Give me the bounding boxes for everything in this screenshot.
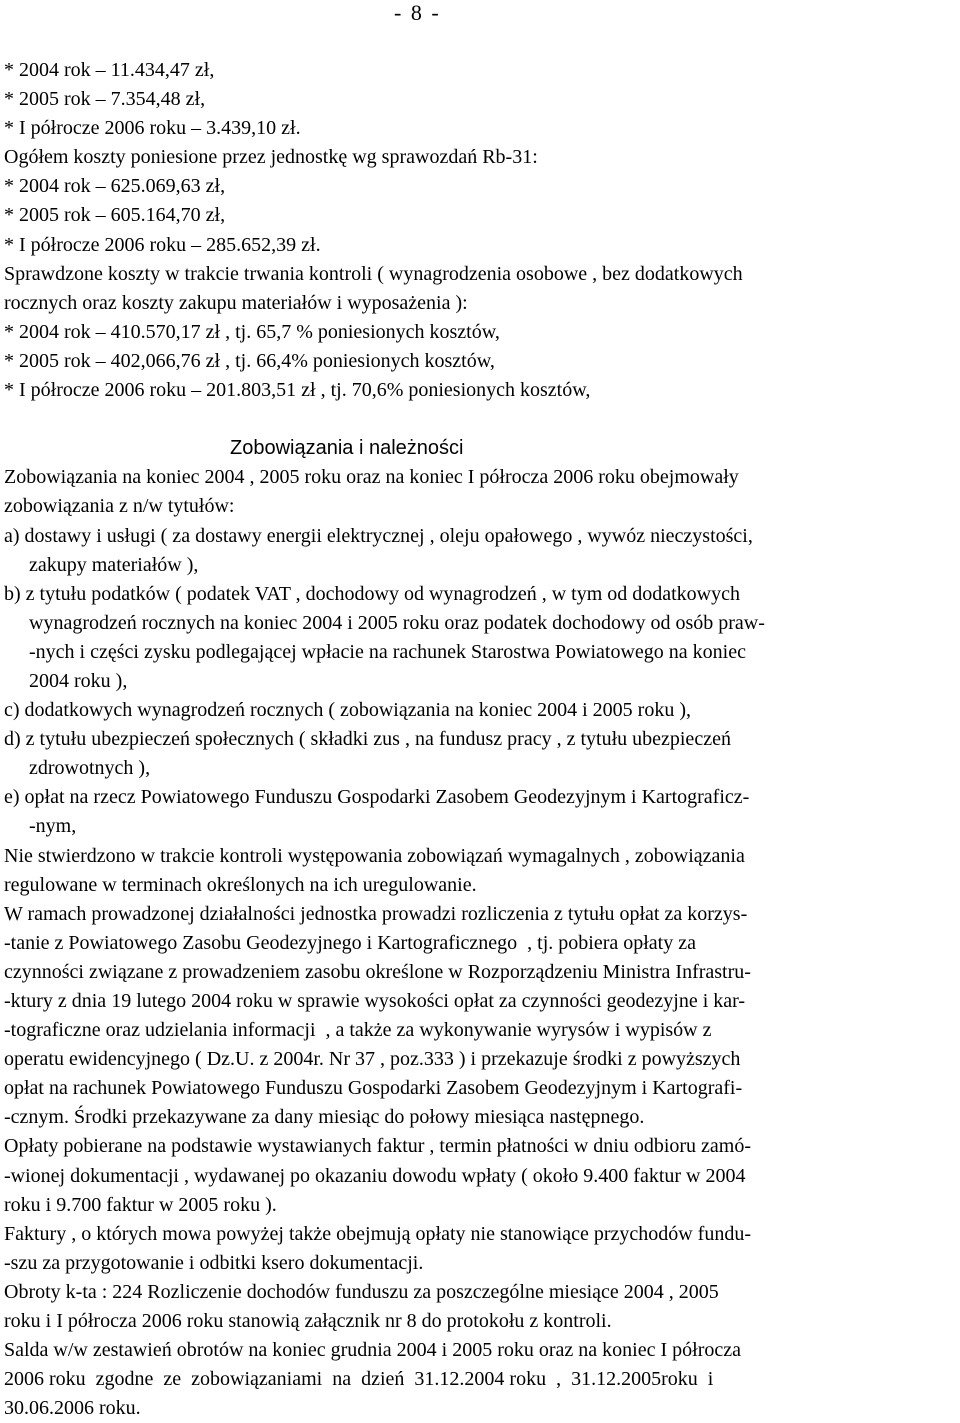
text-line: b) z tytułu podatków ( podatek VAT , dochodowy od wynagrodzeń , w tym od dodatkowych	[4, 582, 741, 605]
text-line: zakupy materiałów ),	[29, 553, 199, 576]
text-line: * 2005 rok – 605.164,70 zł,	[4, 204, 226, 227]
text-line: -wionej dokumentacji , wydawanej po okazaniu dowodu wpłaty ( około 9.400 faktur w 2004	[4, 1164, 746, 1187]
text-line: Ogółem koszty poniesione przez jednostkę wg sprawozdań Rb-31:	[4, 146, 538, 169]
text-line: -szu za przygotowanie i odbitki ksero dokumentacji.	[4, 1251, 424, 1274]
document-body	[4, 56, 960, 1423]
text-line: czynności związane z prowadzeniem zasobu określone w Rozporządzeniu Ministra Infrastru-	[4, 960, 751, 983]
text-line: 2004 roku ),	[29, 669, 128, 692]
page-number: - 8 -	[394, 0, 441, 25]
text-line: * 2004 rok – 410.570,17 zł , tj. 65,7 % poniesionych kosztów,	[4, 320, 500, 343]
text-line: roku i 9.700 faktur w 2005 roku ).	[4, 1193, 277, 1216]
text-line: -nym,	[29, 815, 77, 838]
text-line: * I półrocze 2006 roku – 201.803,51 zł , tj. 70,6% poniesionych kosztów,	[4, 379, 591, 402]
text-line: roku i I półrocza 2006 roku stanowią załącznik nr 8 do protokołu z kontroli.	[4, 1310, 612, 1333]
text-line: zobowiązania z n/w tytułów:	[4, 495, 235, 518]
liabilities-section	[4, 463, 960, 1423]
text-line: -nych i części zysku podlegającej wpłacie na rachunek Starostwa Powiatowego na koniec	[29, 640, 746, 663]
text-line: 2006 roku zgodne ze zobowiązaniami na dzień 31.12.2004 roku , 31.12.2005roku i	[4, 1368, 714, 1391]
text-line: Zobowiązania na koniec 2004 , 2005 roku oraz na koniec I półrocza 2006 roku obejmowały	[4, 466, 739, 489]
text-line: * 2004 rok – 11.434,47 zł,	[4, 59, 215, 81]
text-line: rocznych oraz koszty zakupu materiałów i wyposażenia ):	[4, 291, 468, 314]
text-line: * 2004 rok – 625.069,63 zł,	[4, 175, 226, 198]
cost-summary-section	[4, 56, 960, 405]
text-line: * I półrocze 2006 roku – 3.439,10 zł.	[4, 117, 301, 140]
section-heading: Zobowiązania i należności	[230, 437, 464, 460]
text-line: Obroty k-ta : 224 Rozliczenie dochodów funduszu za poszczególne miesiące 2004 , 2005	[4, 1280, 719, 1303]
text-line: Opłaty pobierane na podstawie wystawianych faktur , termin płatności w dniu odbioru zamó-	[4, 1135, 752, 1158]
text-line: c) dodatkowych wynagrodzeń rocznych ( zobowiązania na koniec 2004 i 2005 roku ),	[4, 699, 691, 722]
text-line: * I półrocze 2006 roku – 285.652,39 zł.	[4, 233, 321, 256]
text-line: Faktury , o których mowa powyżej także obejmują opłaty nie stanowiące przychodów fundu-	[4, 1222, 752, 1245]
text-line: Salda w/w zestawień obrotów na koniec grudnia 2004 i 2005 roku oraz na koniec I półrocza	[4, 1339, 741, 1362]
text-line: -tanie z Powiatowego Zasobu Geodezyjnego i Kartograficznego , tj. pobiera opłaty za	[4, 931, 696, 954]
text-line: operatu ewidencyjnego ( Dz.U. z 2004r. Nr 37 , poz.333 ) i przekazuje środki z powyższych	[4, 1048, 741, 1071]
text-line: opłat na rachunek Powiatowego Funduszu Gospodarki Zasobem Geodezyjnym i Kartografi-	[4, 1077, 743, 1100]
text-line: regulowane w terminach określonych na ich uregulowanie.	[4, 873, 477, 896]
text-line: W ramach prowadzonej działalności jednostka prowadzi rozliczenia z tytułu opłat za korzys-	[4, 902, 748, 925]
text-line: -cznym. Środki przekazywane za dany miesiąc do połowy miesiąca następnego.	[4, 1106, 645, 1129]
text-line: 30.06.2006 roku.	[4, 1397, 141, 1420]
text-line: -ktury z dnia 19 lutego 2004 roku w sprawie wysokości opłat za czynności geodezyjne i kar-	[4, 990, 746, 1012]
section-spacer	[4, 405, 960, 434]
text-line: wynagrodzeń rocznych na koniec 2004 i 2005 roku oraz podatek dochodowy od osób praw-	[29, 611, 765, 634]
text-line: * 2005 rok – 7.354,48 zł,	[4, 88, 206, 111]
text-line: a) dostawy i usługi ( za dostawy energii elektrycznej , oleju opałowego , wywóz nieczystości,	[4, 524, 753, 547]
text-line: -tograficzne oraz udzielania informacji , a także za wykonywanie wyrysów i wypisów z	[4, 1019, 712, 1042]
text-line: zdrowotnych ),	[29, 757, 151, 780]
text-line: Sprawdzone koszty w trakcie trwania kontroli ( wynagrodzenia osobowe , bez dodatkowych	[4, 262, 743, 285]
text-line: e) opłat na rzecz Powiatowego Funduszu Gospodarki Zasobem Geodezyjnym i Kartograficz-	[4, 786, 750, 809]
text-line: Nie stwierdzono w trakcie kontroli występowania zobowiązań wymagalnych , zobowiązania	[4, 844, 745, 867]
text-line: * 2005 rok – 402,066,76 zł , tj. 66,4% poniesionych kosztów,	[4, 349, 495, 372]
text-line: d) z tytułu ubezpieczeń społecznych ( składki zus , na fundusz pracy , z tytułu ubezpieczeń	[4, 728, 731, 751]
